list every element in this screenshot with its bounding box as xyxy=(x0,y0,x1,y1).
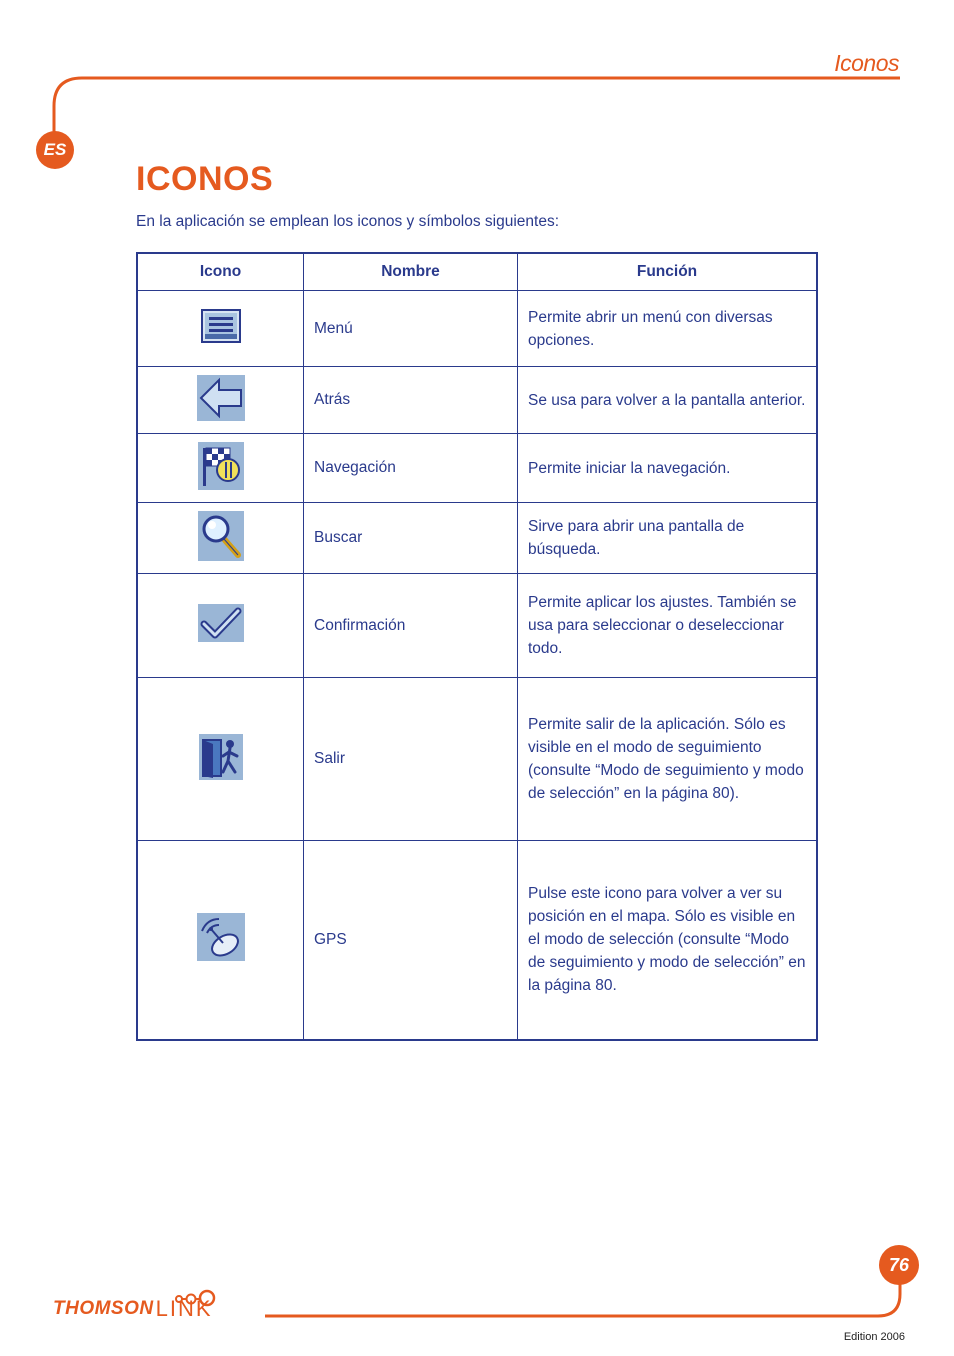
navigation-flag-icon xyxy=(198,442,244,495)
logo-thomson-text: THOMSON xyxy=(53,1298,154,1319)
edition-label: Edition 2006 xyxy=(843,1331,905,1343)
back-arrow-icon xyxy=(197,375,245,426)
row-name: Buscar xyxy=(304,503,518,574)
header-icon: Icono xyxy=(137,253,304,291)
section-title: Iconos xyxy=(834,50,899,76)
icon-cell xyxy=(137,367,304,434)
icon-cell xyxy=(137,434,304,503)
row-function: Sirve para abrir una pantalla de búsqueda. xyxy=(518,503,818,574)
icon-cell xyxy=(137,841,304,1040)
header-name: Nombre xyxy=(304,253,518,291)
row-name: Navegación xyxy=(304,434,518,503)
table-row xyxy=(137,678,817,841)
row-function: Permite salir de la aplicación. Sólo es visible en el modo de seguimiento (consulte “Modo de seguimiento y modo de selección” en la página 80). xyxy=(518,678,818,841)
row-function: Permite iniciar la navegación. xyxy=(518,434,818,503)
table-row xyxy=(137,434,817,503)
row-function: Permite aplicar los ajustes. También se usa para seleccionar o deseleccionar todo. xyxy=(518,574,818,678)
row-name: Atrás xyxy=(304,367,518,434)
language-badge: ES xyxy=(36,131,74,169)
page-number: 76 xyxy=(879,1245,919,1285)
search-magnifier-icon xyxy=(198,511,244,566)
table-row xyxy=(137,367,817,434)
table-row xyxy=(137,291,817,367)
thomson-link-logo xyxy=(53,1294,219,1324)
table-header-row xyxy=(137,253,817,291)
icons-table xyxy=(136,252,818,1041)
table-row xyxy=(137,574,817,678)
icon-cell xyxy=(137,574,304,678)
page-title: ICONOS xyxy=(136,160,274,198)
table-row xyxy=(137,841,817,1040)
row-name: Confirmación xyxy=(304,574,518,678)
icon-cell xyxy=(137,678,304,841)
icon-cell xyxy=(137,503,304,574)
icon-cell xyxy=(137,291,304,367)
row-function: Se usa para volver a la pantalla anterior. xyxy=(518,367,818,434)
row-function: Permite abrir un menú con diversas opciones. xyxy=(518,291,818,367)
logo-link-text: LINK xyxy=(155,1296,213,1321)
menu-icon xyxy=(201,309,241,348)
table-row xyxy=(137,503,817,574)
gps-satellite-icon xyxy=(197,913,245,966)
intro-text: En la aplicación se emplean los iconos y símbolos siguientes: xyxy=(136,213,560,230)
exit-door-icon xyxy=(199,734,243,785)
row-name: GPS xyxy=(304,841,518,1040)
checkmark-icon xyxy=(198,604,244,647)
row-function: Pulse este icono para volver a ver su posición en el mapa. Sólo es visible en el modo de selección (consulte “Modo de seguimiento y modo de selección” en la página 80. xyxy=(518,841,818,1040)
row-name: Salir xyxy=(304,678,518,841)
header-function: Función xyxy=(518,253,818,291)
logo-circles-icon xyxy=(173,1285,219,1311)
row-name: Menú xyxy=(304,291,518,367)
